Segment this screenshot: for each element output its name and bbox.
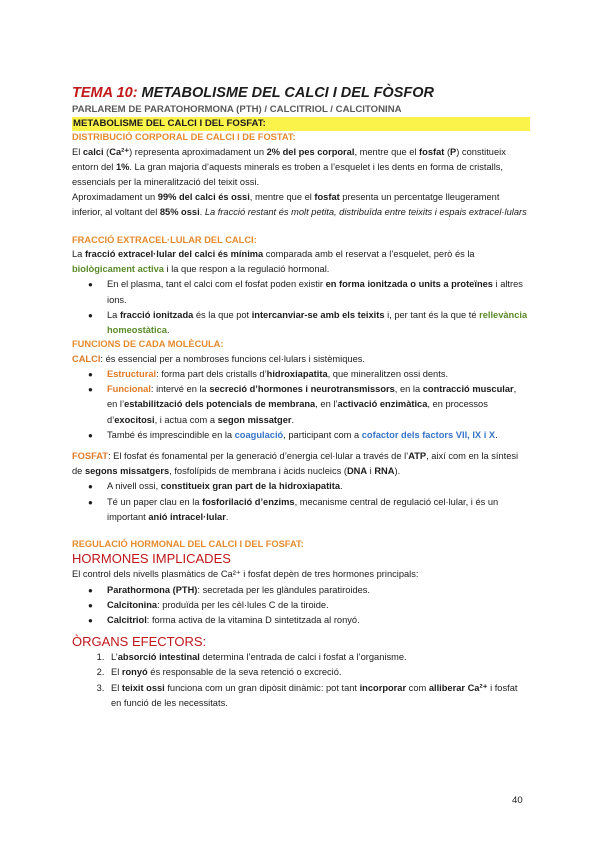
list-item: 2. El ronyó és responsable de la seva retenció o excreció. (107, 665, 528, 680)
subheading-effector-organs: ÒRGANS EFECTORS: (72, 634, 207, 650)
highlighted-heading: METABOLISME DEL CALCI I DEL FOSFAT: (72, 117, 530, 131)
section-heading-distribution: DISTRIBUCIÓ CORPORAL DE CALCI I DE FOSTAT: (72, 132, 296, 142)
list-item: ● També és imprescindible en la coagulació, participant com a cofactor dels factors VII, IX i X. (107, 428, 528, 443)
bullet-list-fosfat (72, 479, 528, 525)
list-item: 3. El teixit ossi funciona com un gran dipòsit dinàmic: pot tant incorporar com alliberar Ca²⁺ i fosfat en funció de les necessitats. (107, 681, 528, 711)
paragraph-hormones-intro: El control dels nivells plasmàtics de Ca²⁺ i fosfat depèn de tres hormones principals: (72, 569, 419, 580)
list-item: ● La fracció ionitzada és la que pot intercanviar-se amb els teixits i, per tant és la que té rellevància homeostàtica. (107, 308, 528, 338)
bullet-list-extracellular (72, 277, 528, 338)
paragraph-fosfat-functions: FOSFAT: El fosfat és fonamental per la generació d’energia cel·lular a través de l’ATP, així com en la síntesi de segons missatgers, fosfolípids de membrana i àcids nucleics (DNA i RNA). (72, 450, 519, 477)
list-item: ● Calcitonina: produïda per les cèl·lules C de la tiroide. (107, 598, 528, 613)
document-page (72, 84, 528, 711)
title-prefix: TEMA 10: (72, 85, 138, 101)
list-item: ● Té un paper clau en la fosforilació d’enzims, mecanisme central de regulació cel·lular, i és un important anió intracel·lular. (107, 495, 528, 525)
list-item: 1. L’absorció intestinal determina l’entrada de calci i fosfat a l’organisme. (107, 650, 528, 665)
subtitle: PARLAREM DE PARATOHORMONA (PTH) / CALCITRIOL / CALCITONINA (72, 104, 402, 115)
list-item: ● En el plasma, tant el calci com el fosfat poden existir en forma ionitzada o units a proteïnes i altres ions. (107, 277, 528, 307)
list-item: ● A nivell ossi, constitueix gran part de la hidroxiapatita. (107, 479, 528, 494)
page-number: 40 (512, 795, 523, 806)
section-heading-extracellular: FRACCIÓ EXTRACEL·LULAR DEL CALCI: (72, 234, 257, 245)
paragraph-calci-functions: CALCI: és essencial per a nombroses funcions cel·lulars i sistèmiques. (72, 353, 365, 364)
bullet-list-calci (72, 367, 528, 443)
list-item: ● Funcional: intervé en la secreció d’hormones i neurotransmissors, en la contracció muscular, en l’estabilització dels potencials de membrana, en l’activació enzimàtica, en processos d’exocitosi, i actua com a segon missatger. (107, 382, 528, 428)
numbered-list-organs (72, 650, 528, 711)
list-item: ● Estructural: forma part dels cristalls d’hidroxiapatita, que mineralitzen ossi dents. (107, 367, 528, 382)
paragraph-bone-percent: Aproximadament un 99% del calci és ossi, mentre que el fosfat presenta un percentatge lleugerament inferior, al voltant del 85% ossi. La fracció restant és molt petita, distribuïda entre teixits i espais extracel·lulars (72, 192, 527, 218)
subheading-hormones: HORMONES IMPLICADES (72, 551, 231, 567)
list-item: ● Calcitriol: forma activa de la vitamina D sintetitzada al ronyó. (107, 613, 528, 628)
list-item: ● Parathormona (PTH): secretada per les glàndules paratiroides. (107, 583, 528, 598)
page-title (72, 84, 528, 102)
paragraph-calci-distribution: El calci (Ca²⁺) representa aproximadament un 2% del pes corporal, mentre que el fosfat (P) constitueix entorn del 1%. La gran majoria d’aquests minerals es troben a l’esquelet i les dents en forma de cristalls, essencials per la mineralització del teixit ossi. (72, 146, 506, 187)
paragraph-extracellular: La fracció extracel·lular del calci és mínima comparada amb el reservat a l’esquelet, però és la biològicament activa i la que respon a la regulació hormonal. (72, 249, 475, 275)
section-heading-regulation: REGULACIÓ HORMONAL DEL CALCI I DEL FOSFAT: (72, 538, 304, 549)
section-heading-functions: FUNCIONS DE CADA MOLÈCULA: (72, 339, 224, 350)
title-text: METABOLISME DEL CALCI I DEL FÒSFOR (137, 85, 434, 101)
bullet-list-hormones (72, 583, 528, 629)
